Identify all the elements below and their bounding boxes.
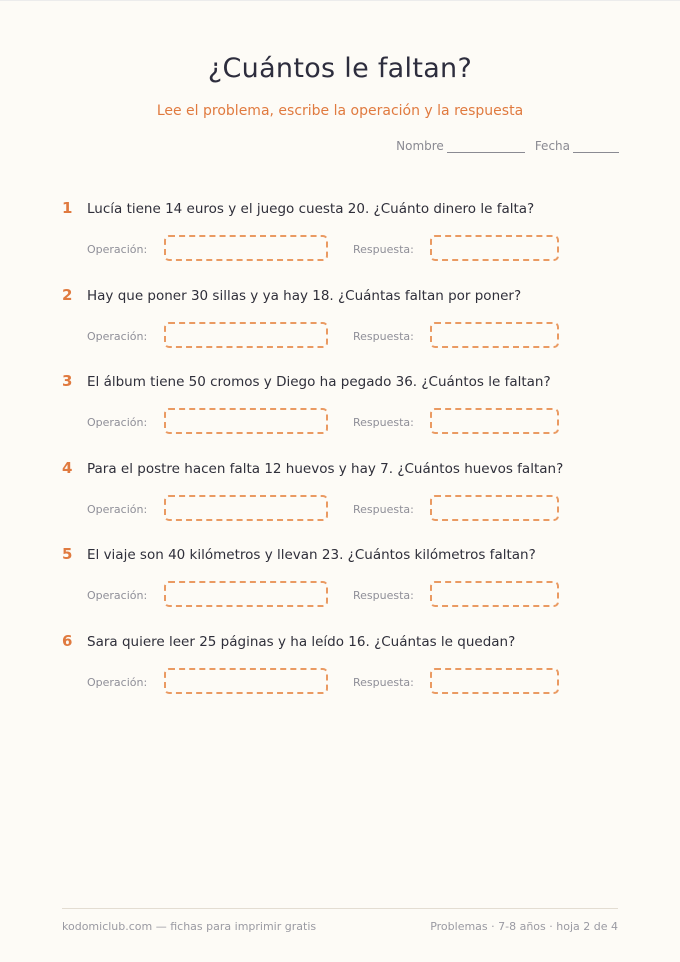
- problem-item: [62, 372, 622, 459]
- problem-item: [62, 459, 622, 546]
- answer-box[interactable]: [430, 668, 559, 694]
- operation-label: Operación:: [87, 675, 148, 689]
- problem-number: 1: [62, 199, 73, 217]
- operation-box[interactable]: [164, 235, 328, 261]
- answer-label: Respuesta:: [353, 502, 414, 516]
- footer-divider: [62, 908, 618, 909]
- problem-number: 6: [62, 631, 73, 650]
- answer-row: [62, 581, 622, 611]
- operation-box[interactable]: [164, 581, 328, 607]
- footer-sheet-info: Problemas · 7-8 años · hoja 2 de 4: [430, 920, 618, 933]
- answer-label: Respuesta:: [353, 329, 414, 343]
- answer-box[interactable]: [430, 495, 559, 521]
- operation-label: Operación:: [87, 416, 148, 429]
- answer-row: [62, 322, 622, 352]
- footer: [62, 920, 618, 933]
- operation-box[interactable]: [164, 408, 328, 434]
- problem-item: [62, 286, 622, 373]
- top-border: [0, 0, 680, 1]
- operation-box[interactable]: [164, 668, 328, 694]
- student-meta: [396, 139, 619, 153]
- problem-text: Lucía tiene 14 euros y el juego cuesta 20. ¿Cuánto dinero le falta?: [87, 201, 535, 217]
- date-field[interactable]: [535, 139, 619, 153]
- operation-box[interactable]: [164, 495, 328, 521]
- page-subtitle: Lee el problema, escribe la operación y la respuesta: [156, 103, 524, 119]
- operation-box[interactable]: [164, 322, 328, 348]
- problem-item: [62, 632, 622, 719]
- problem-number: 4: [62, 458, 73, 477]
- problem-text: Para el postre hacen falta 12 huevos y hay 7. ¿Cuántos huevos faltan?: [87, 460, 564, 477]
- page-title: ¿Cuántos le faltan?: [207, 53, 473, 84]
- problem-list: [62, 199, 622, 718]
- problem-text: El viaje son 40 kilómetros y llevan 23. ¿Cuántos kilómetros faltan?: [87, 547, 536, 563]
- operation-label: Operación:: [87, 589, 148, 602]
- answer-label: Respuesta:: [353, 675, 414, 689]
- problem-text: Hay que poner 30 sillas y ya hay 18. ¿Cuántas faltan por poner?: [87, 287, 522, 304]
- name-field[interactable]: [396, 139, 525, 153]
- answer-row: [62, 668, 622, 698]
- problem-number: 3: [62, 372, 73, 390]
- problem-text: El álbum tiene 50 cromos y Diego ha pegado 36. ¿Cuántos le faltan?: [87, 374, 551, 390]
- date-line[interactable]: [573, 140, 619, 153]
- name-line[interactable]: [447, 140, 525, 153]
- name-label: Nombre: [396, 139, 444, 153]
- problem-number: 5: [62, 545, 73, 563]
- problem-item: [62, 545, 622, 632]
- operation-label: Operación:: [87, 502, 148, 516]
- answer-box[interactable]: [430, 235, 559, 261]
- answer-box[interactable]: [430, 408, 559, 434]
- answer-label: Respuesta:: [353, 589, 414, 602]
- operation-label: Operación:: [87, 243, 148, 256]
- operation-label: Operación:: [87, 329, 148, 343]
- answer-label: Respuesta:: [353, 243, 414, 256]
- answer-label: Respuesta:: [353, 416, 414, 429]
- answer-row: [62, 235, 622, 265]
- problem-item: [62, 199, 622, 286]
- date-label: Fecha: [534, 139, 570, 153]
- answer-row: [62, 408, 622, 438]
- answer-box[interactable]: [430, 581, 559, 607]
- answer-row: [62, 495, 622, 525]
- problem-number: 2: [62, 285, 73, 304]
- footer-site: kodomiclub.com — fichas para imprimir gratis: [62, 920, 317, 933]
- problem-text: Sara quiere leer 25 páginas y ha leído 16. ¿Cuántas le quedan?: [87, 633, 516, 650]
- answer-box[interactable]: [430, 322, 559, 348]
